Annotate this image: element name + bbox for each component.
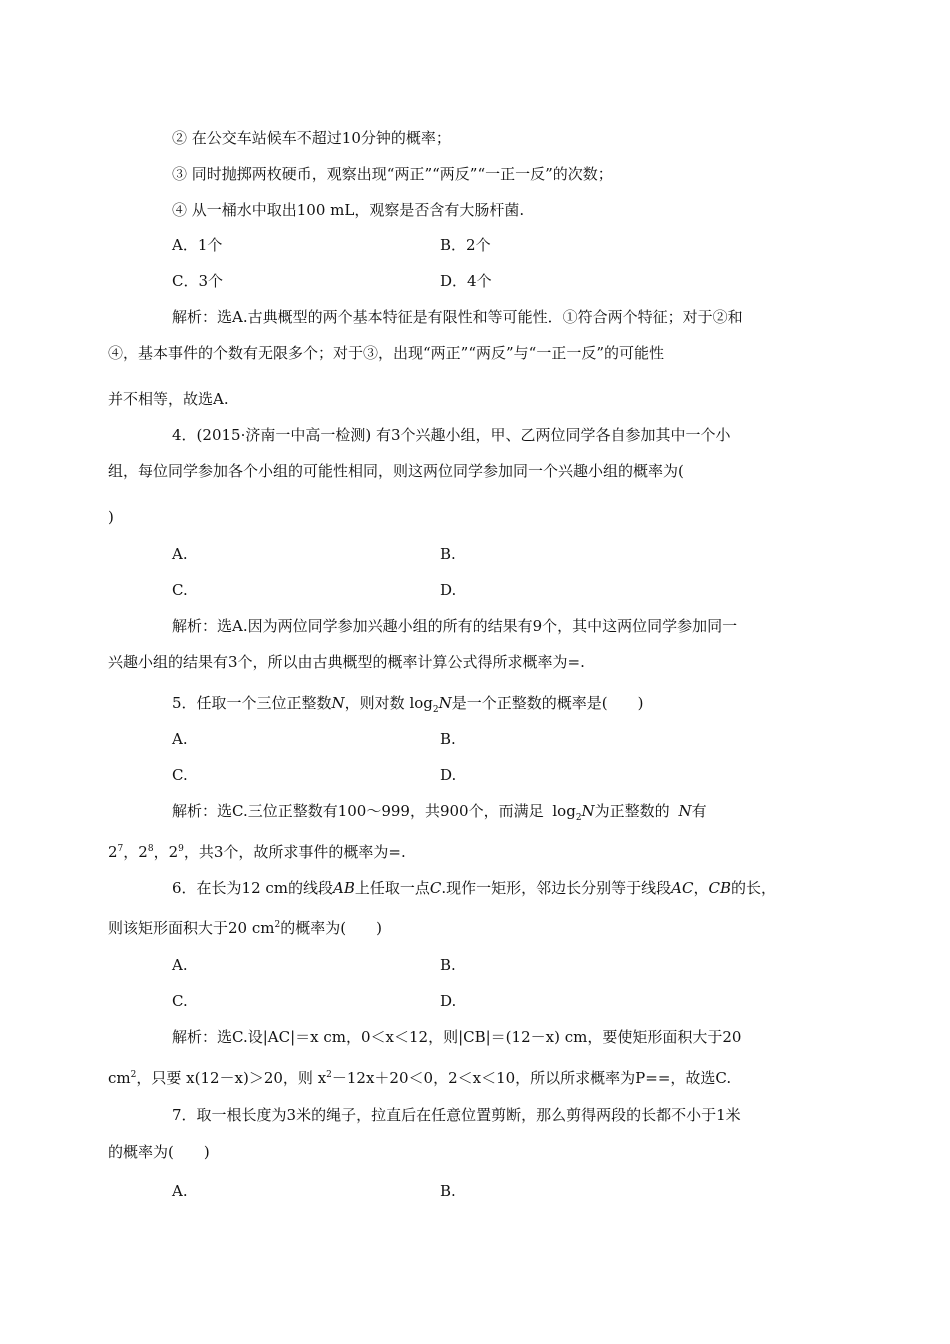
math-var: CB <box>708 879 731 897</box>
superscript: 7 <box>117 844 124 854</box>
option-c: C. <box>172 581 188 599</box>
text-line <box>108 918 382 938</box>
superscript: 2 <box>274 920 281 930</box>
text-segment: 为正整数的 <box>594 802 670 820</box>
text-segment: ，2 <box>153 843 179 861</box>
text-line: ② 在公交车站候车不超过10分钟的概率； <box>172 129 451 147</box>
text-segment: 则该矩形面积大于20 cm <box>108 919 275 937</box>
text-line: ③ 同时抛掷两枚硬币，观察出现“两正”“两反”“一正一反”的次数； <box>172 165 613 183</box>
text-line: ④，基本事件的个数有无限多个；对于③，出现“两正”“两反”与“一正一反”的可能性 <box>108 344 665 362</box>
math-var: AB <box>333 879 355 897</box>
text-segment: 6．在长为12 cm的线段 <box>172 879 334 897</box>
option-a: A．1个 <box>172 236 223 254</box>
text-line: 解析：选C.设|AC|＝x cm，0＜x＜12，则|CB|＝(12－x) cm，要使矩形面积大于20 <box>172 1028 742 1046</box>
text-line: 兴趣小组的结果有3个，所以由古典概型的概率计算公式得所求概率为=. <box>108 653 585 671</box>
math-var: N <box>331 694 345 712</box>
option-a: A. <box>172 730 188 748</box>
text-segment: ， <box>693 879 709 897</box>
option-b: B. <box>440 1182 456 1200</box>
option-a: A. <box>172 545 188 563</box>
option-b: B．2个 <box>440 236 491 254</box>
math-var: N <box>581 802 595 820</box>
text-line <box>108 1068 731 1088</box>
math-var: N <box>438 694 452 712</box>
math-var: C <box>429 879 442 897</box>
text-line: 解析：选A.古典概型的两个基本特征是有限性和等可能性．①符合两个特征；对于②和 <box>172 308 743 326</box>
text-segment: ，2 <box>123 843 148 861</box>
text-segment: ，只要 x(12－x)＞20，则 x <box>136 1069 327 1087</box>
option-d: D. <box>440 581 457 599</box>
math-var: N <box>678 802 692 820</box>
question-6-line <box>172 878 776 898</box>
text-segment: 2 <box>108 843 118 861</box>
text-segment: 是一个正整数的概率是( ) <box>451 694 644 712</box>
text-segment: 上任取一点 <box>354 879 430 897</box>
text-segment: ，共3个，故所求事件的概率为=. <box>183 843 406 861</box>
option-c: C. <box>172 992 188 1010</box>
option-d: D. <box>440 766 457 784</box>
option-c: C. <box>172 766 188 784</box>
text-segment: ，则对数 log <box>344 694 433 712</box>
option-b: B. <box>440 956 456 974</box>
math-var: AC <box>671 879 694 897</box>
text-line: 组，每位同学参加各个小组的可能性相同，则这两位同学参加同一个兴趣小组的概率为( <box>108 462 684 480</box>
option-d: D. <box>440 992 457 1010</box>
text-segment: 的长， <box>731 879 777 897</box>
text-segment: 有 <box>691 802 707 820</box>
option-b: B. <box>440 730 456 748</box>
text-line: 并不相等，故选A. <box>108 390 229 408</box>
text-line: 的概率为( ) <box>108 1143 210 1161</box>
option-c: C．3个 <box>172 272 224 290</box>
text-line <box>172 801 707 821</box>
text-segment: .现作一矩形，邻边长分别等于线段 <box>441 879 672 897</box>
question-4-line: 4．(2015·济南一中高一检测) 有3个兴趣小组，甲、乙两位同学各自参加其中一个小 <box>172 426 731 444</box>
text-line: ) <box>108 508 114 526</box>
text-segment: －12x＋20＜0，2＜x＜10，所以所求概率为P==，故选C. <box>331 1069 732 1087</box>
subscript: 2 <box>575 813 582 823</box>
option-d: D．4个 <box>440 272 492 290</box>
superscript: 2 <box>326 1070 332 1080</box>
question-7-line: 7．取一根长度为3米的绳子，拉直后在任意位置剪断，那么剪得两段的长都不小于1米 <box>172 1106 741 1124</box>
text-segment: 解析：选C.三位正整数有100～999，共900个，而满足 log <box>172 802 576 820</box>
option-a: A. <box>172 1182 188 1200</box>
text-segment: cm <box>108 1069 131 1087</box>
superscript: 2 <box>130 1070 137 1080</box>
text-segment: 的概率为( ) <box>280 919 382 937</box>
text-line: ④ 从一桶水中取出100 mL，观察是否含有大肠杆菌. <box>172 201 525 219</box>
subscript: 2 <box>432 705 439 715</box>
option-a: A. <box>172 956 188 974</box>
text-segment: 5．任取一个三位正整数 <box>172 694 332 712</box>
question-5-line <box>172 693 643 713</box>
superscript: 8 <box>147 844 154 854</box>
option-b: B. <box>440 545 456 563</box>
text-line <box>108 842 406 862</box>
text-line: 解析：选A.因为两位同学参加兴趣小组的所有的结果有9个，其中这两位同学参加同一 <box>172 617 738 635</box>
superscript: 9 <box>178 844 184 854</box>
